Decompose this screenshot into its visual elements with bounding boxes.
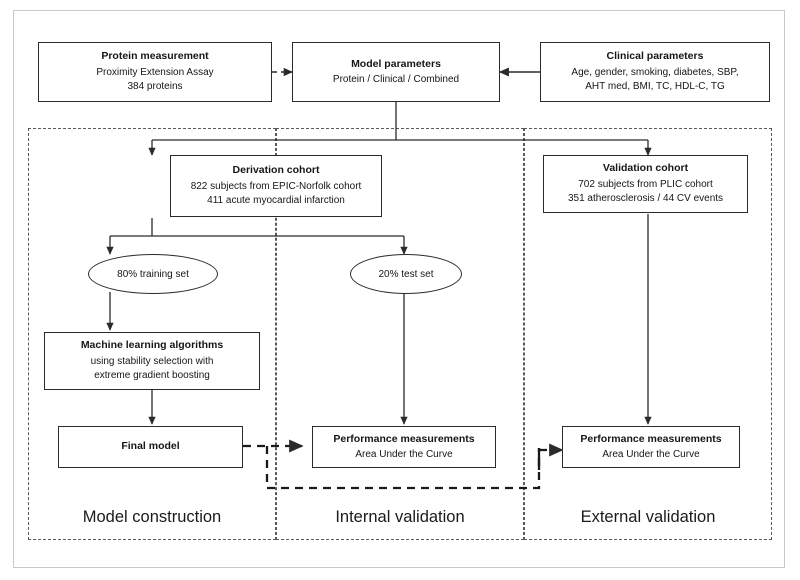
derivation-cohort-line-1: 822 subjects from EPIC-Norfolk cohort [190,180,362,192]
label-model-construction: Model construction [82,508,222,526]
box-validation-cohort [543,155,748,213]
label-internal-validation: Internal validation [335,508,465,526]
test-set-label: 20% test set [378,268,434,280]
performance-external-title: Performance measurements [580,432,722,445]
performance-external-line-1: Area Under the Curve [602,448,700,460]
final-model-title: Final model [121,439,180,452]
validation-cohort-line-2: 351 atherosclerosis / 44 CV events [567,193,724,205]
box-performance-external [562,426,740,468]
derivation-cohort-title: Derivation cohort [232,164,320,177]
model-parameters-title: Model parameters [351,57,441,70]
box-derivation-cohort [170,155,382,217]
ml-algorithms-line-1: using stability selection with [90,355,214,367]
box-protein-measurement [38,42,272,102]
protein-measurement-line-2: 384 proteins [127,81,183,93]
ml-algorithms-line-2: extreme gradient boosting [94,370,210,382]
protein-measurement-title: Protein measurement [101,50,209,63]
ellipse-test-set [350,254,462,294]
box-model-parameters [292,42,500,102]
box-performance-internal [312,426,496,468]
performance-internal-title: Performance measurements [333,432,475,445]
box-final-model [58,426,243,468]
box-machine-learning-algorithms [44,332,260,390]
validation-cohort-line-1: 702 subjects from PLIC cohort [578,178,713,190]
validation-cohort-title: Validation cohort [602,162,689,175]
label-external-validation: External validation [580,508,716,526]
clinical-parameters-line-2: AHT med, BMI, TC, HDL-C, TG [585,81,725,93]
ml-algorithms-title: Machine learning algorithms [80,339,224,352]
clinical-parameters-title: Clinical parameters [606,50,704,63]
protein-measurement-line-1: Proximity Extension Assay [96,66,214,78]
performance-internal-line-1: Area Under the Curve [355,448,453,460]
ellipse-training-set [88,254,218,294]
model-parameters-line-1: Protein / Clinical / Combined [332,73,460,85]
training-set-label: 80% training set [117,268,189,280]
box-clinical-parameters [540,42,770,102]
derivation-cohort-line-2: 411 acute myocardial infarction [207,195,345,207]
clinical-parameters-line-1: Age, gender, smoking, diabetes, SBP, [571,66,739,78]
